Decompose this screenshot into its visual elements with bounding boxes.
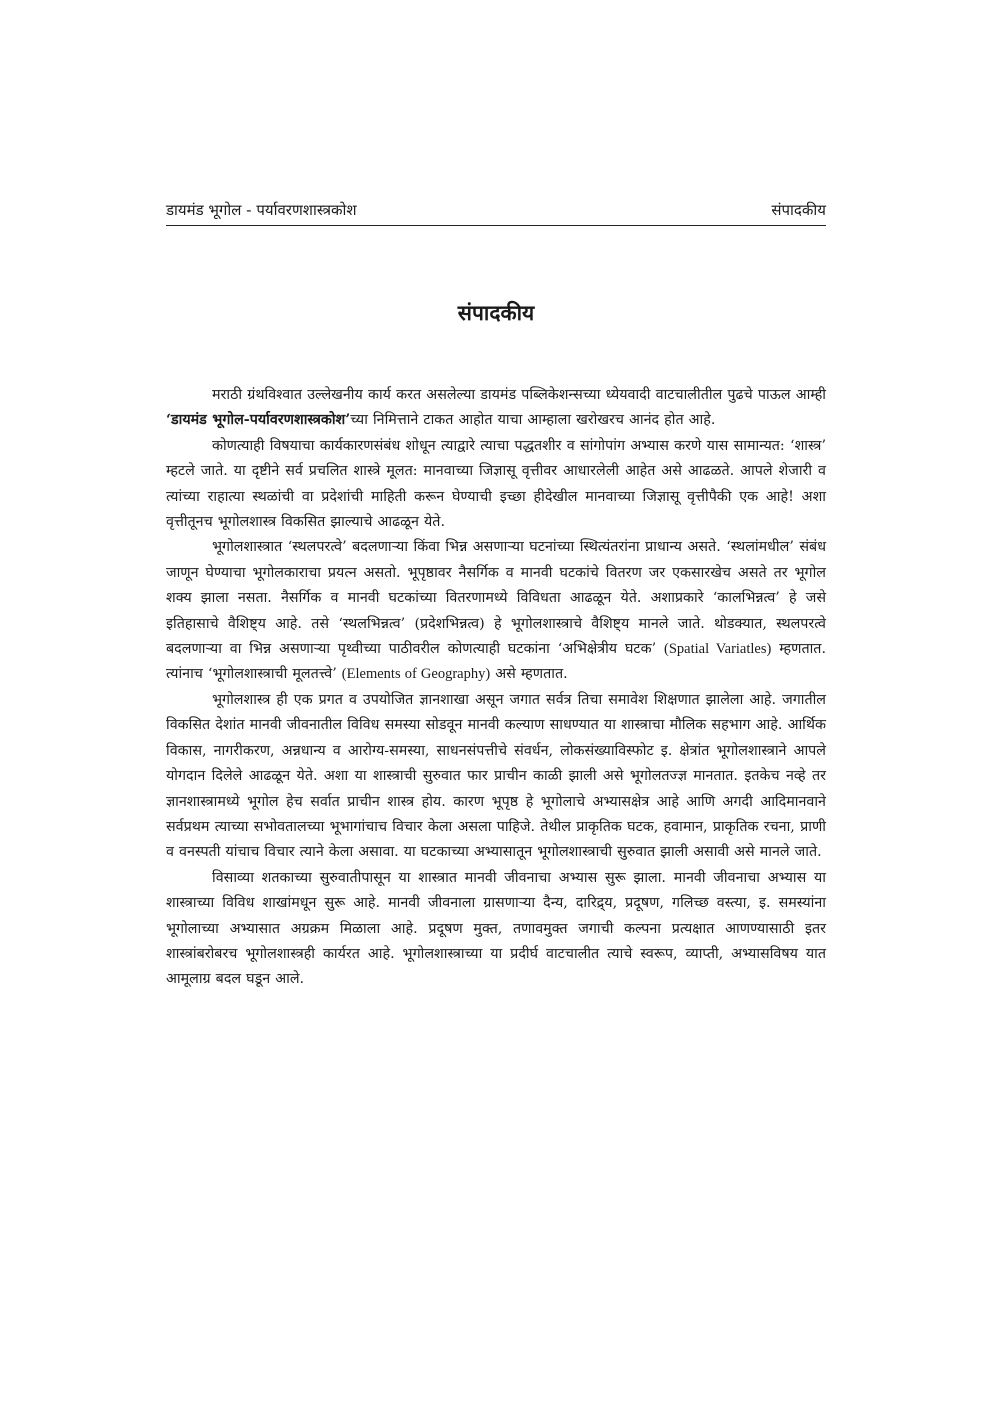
- header-section-title: संपादकीय: [771, 201, 826, 219]
- header-book-title: डायमंड भूगोल - पर्यावरणशास्त्रकोश: [166, 201, 357, 219]
- paragraph-spatial-text-1: भूगोलशास्त्रात ‘स्थलपरत्वे’ बदलणाऱ्या किंवा भिन्न असणाऱ्या घटनांच्या स्थित्यंतरांना प्राधान्य असते. ‘स्थलांमधील’ संबंध जाणून घेण्याचा भूगोलकाराचा प्रयत्न असतो. भूपृष्ठावर नैसर्गिक व मानवी घटकांचे वितरण जर एकसारखेच असते तर भूगोल शक्य झाला नसता. नैसर्गिक व मानवी घटकांच्या वितरणामध्ये विविधता आढळून येते. अशाप्रकारे ‘कालभिन्नत्व’ हे जसे इतिहासाचे वैशिष्ट्य आहे. तसे ‘स्थलभिन्नत्व’ (प्रदेशभिन्नत्व) हे भूगोलशास्त्राचे वैशिष्ट्य मानले जाते. थोडक्यात, स्थलपरत्वे बदलणाऱ्या वा भिन्न असणाऱ्या पृथ्वीच्या पाठीवरील कोणत्याही घटकांना ‘अभिक्षेत्रीय घटक’: [166, 539, 826, 658]
- paragraph-spatial-variation: [166, 535, 826, 687]
- running-header: [166, 196, 826, 220]
- book-name-emphasis: ‘डायमंड भूगोल-पर्यावरणशास्त्रकोश’: [166, 412, 351, 429]
- body-text: [166, 383, 826, 993]
- header-divider: [166, 225, 826, 226]
- paragraph-intro-text-end: च्या निमित्ताने टाकत आहोत याचा आम्हाला खरोखरच आनंद होत आहे.: [350, 412, 716, 429]
- paragraph-applied-science: भूगोलशास्त्र ही एक प्रगत व उपयोजित ज्ञानशाखा असून जगात सर्वत्र तिचा समावेश शिक्षणात झालेला आहे. जगातील विकसित देशांत मानवी जीवनातील विविध समस्या सोडवून मानवी कल्याण साधण्यात या शास्त्राचा मौलिक सहभाग आहे. आर्थिक विकास, नागरीकरण, अन्नधान्य व आरोग्य-समस्या, साधनसंपत्तीचे संवर्धन, लोकसंख्याविस्फोट इ. क्षेत्रांत भूगोलशास्त्राने आपले योगदान दिलेले आढळून येते. अशा या शास्त्राची सुरुवात फार प्राचीन काळी झाली असे भूगोलतज्ज्ञ मानतात. इतकेच नव्हे तर ज्ञानशास्त्रामध्ये भूगोल हेच सर्वात प्राचीन शास्त्र होय. कारण भूपृष्ठ हे भूगोलाचे अभ्यासक्षेत्र आहे आणि अगदी आदिमानवाने सर्वप्रथम त्याच्या सभोवतालच्या भूभागांचाच विचार केला असला पाहिजे. तेथील प्राकृतिक घटक, हवामान, प्राकृतिक रचना, प्राणी व वनस्पती यांचाच विचार त्याने केला असावा. या घटकाच्या अभ्यासातून भूगोलशास्त्राची सुरुवात झाली असावी असे मानले जाते.: [166, 691, 827, 861]
- page-title: संपादकीय: [457, 301, 535, 325]
- paragraph-intro-text-start: मराठी ग्रंथविश्वात उल्लेखनीय कार्य करत असलेल्या डायमंड पब्लिकेशन्सच्या ध्येयवादी वाटचालीतील पुढचे पाऊल आम्ही: [212, 387, 826, 403]
- paragraph-twentieth-century: विसाव्या शतकाच्या सुरुवातीपासून या शास्त्रात मानवी जीवनाचा अभ्यास सुरू झाला. मानवी जीवनाचा अभ्यास या शास्त्राच्या विविध शाखांमधून सुरू आहे. मानवी जीवनाला ग्रासणाऱ्या दैन्य, दारिद्र्य, प्रदूषण, गलिच्छ वस्त्या, इ. समस्यांना भूगोलाच्या अभ्यासात अग्रक्रम मिळाला आहे. प्रदूषण मुक्त, तणावमुक्त जगाची कल्पना प्रत्यक्षात आणण्यासाठी इतर शास्त्रांबरोबरच भूगोलशास्त्रही कार्यरत आहे. भूगोलशास्त्राच्या या प्रदीर्घ वाटचालीत त्याचे स्वरूप, व्याप्ती, अभ्यासविषय यात आमूलाग्र बदल घडून आले.: [166, 869, 826, 988]
- paragraph-science-definition: कोणत्याही विषयाचा कार्यकारणसंबंध शोधून त्याद्वारे त्याचा पद्धतशीर व सांगोपांग अभ्यास करणे यास सामान्यत: ‘शास्त्र’ म्हटले जाते. या दृष्टीने सर्व प्रचलित शास्त्रे मूलत: मानवाच्या जिज्ञासू वृत्तीवर आधारलेली आहेत असे आढळते. आपले शेजारी व त्यांच्या राहात्या स्थळांची वा प्रदेशांची माहिती करून घेण्याची इच्छा हीदेखील मानवाच्या जिज्ञासू वृत्तीपैकी एक आहे! अशा वृत्तीतूनच भूगोलशास्त्र विकसित झाल्याचे आढळून येते.: [166, 437, 826, 531]
- english-term-elements: (Elements of Geography): [341, 666, 491, 683]
- paragraph-spatial-text-2: म्हणतात. त्यांनाच ‘भूगोलशास्त्राची मूलतत्त्वे’: [166, 641, 826, 683]
- english-term-spatial: (Spatial Variatles): [664, 641, 772, 658]
- paragraph-spatial-text-3: असे म्हणतात.: [490, 666, 568, 683]
- paragraph-intro: [166, 383, 826, 434]
